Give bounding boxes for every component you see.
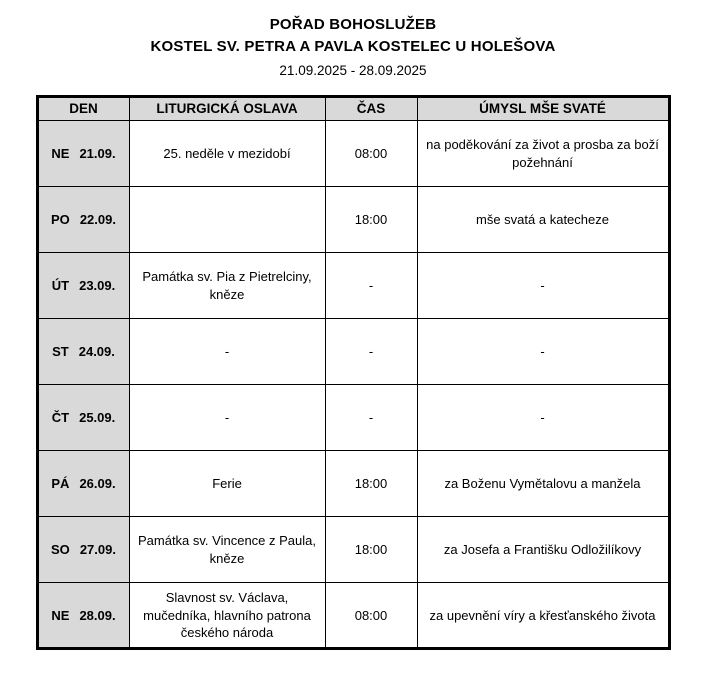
- celebration-cell: -: [129, 385, 325, 451]
- intention-cell: mše svatá a katecheze: [417, 187, 669, 253]
- time-cell: 18:00: [325, 451, 417, 517]
- table-row: [37, 583, 669, 649]
- table-row: [37, 517, 669, 583]
- day-cell: [37, 187, 129, 253]
- day-cell: [37, 319, 129, 385]
- church-name: KOSTEL SV. PETRA A PAVLA KOSTELEC U HOLEŠOVA: [150, 37, 556, 55]
- column-header-cas: ČAS: [325, 97, 417, 121]
- day-abbreviation: PÁ: [51, 476, 70, 491]
- table-row: [37, 121, 669, 187]
- celebration-cell: -: [129, 319, 325, 385]
- day-date: 26.09.: [79, 476, 116, 491]
- day-abbreviation: ST: [52, 344, 69, 359]
- header-row: [37, 97, 669, 121]
- time-cell: 18:00: [325, 517, 417, 583]
- schedule-table: [36, 95, 671, 650]
- day-date: 28.09.: [79, 607, 116, 623]
- day-abbreviation: NE: [51, 146, 70, 161]
- day-cell: [37, 121, 129, 187]
- day-date: 23.09.: [79, 278, 116, 293]
- day-abbreviation: ČT: [51, 410, 70, 425]
- day-cell: [37, 583, 129, 649]
- day-cell: [37, 253, 129, 319]
- day-abbreviation: SO: [51, 542, 70, 557]
- intention-cell: za upevnění víry a křesťanského života: [417, 583, 669, 649]
- time-cell: 18:00: [325, 187, 417, 253]
- day-date: 27.09.: [79, 542, 116, 557]
- table-row: [37, 385, 669, 451]
- time-cell: -: [325, 253, 417, 319]
- intention-cell: za Josefa a Františku Odložilíkovy: [417, 517, 669, 583]
- day-date: 25.09.: [79, 410, 116, 425]
- table-row: [37, 451, 669, 517]
- day-cell: [37, 517, 129, 583]
- celebration-cell: Slavnost sv. Václava, mučedníka, hlavního patrona českého národa: [129, 583, 325, 649]
- day-cell: [37, 385, 129, 451]
- celebration-cell: [129, 187, 325, 253]
- page-title: POŘAD BOHOSLUŽEB: [269, 16, 437, 33]
- day-date: 22.09.: [79, 212, 116, 227]
- intention-cell: -: [417, 253, 669, 319]
- day-date: 21.09.: [79, 146, 116, 161]
- day-cell: [37, 451, 129, 517]
- intention-cell: na poděkování za život a prosba za boží požehnání: [417, 121, 669, 187]
- table-row: [37, 253, 669, 319]
- celebration-cell: 25. neděle v mezidobí: [129, 121, 325, 187]
- day-abbreviation: ÚT: [51, 278, 70, 293]
- celebration-cell: Ferie: [129, 451, 325, 517]
- time-cell: -: [325, 385, 417, 451]
- intention-cell: -: [417, 385, 669, 451]
- table-row: [37, 319, 669, 385]
- column-header-umysl-mse-svate: ÚMYSL MŠE SVATÉ: [417, 97, 669, 121]
- time-cell: 08:00: [325, 583, 417, 649]
- intention-cell: za Boženu Vymětalovu a manžela: [417, 451, 669, 517]
- time-cell: -: [325, 319, 417, 385]
- celebration-cell: Památka sv. Vincence z Paula, kněze: [129, 517, 325, 583]
- day-abbreviation: PO: [51, 212, 70, 227]
- document-header: [0, 14, 706, 80]
- column-header-liturgicka-oslava: LITURGICKÁ OSLAVA: [129, 97, 325, 121]
- column-header-den: DEN: [37, 97, 129, 121]
- day-date: 24.09.: [78, 344, 115, 359]
- time-cell: 08:00: [325, 121, 417, 187]
- celebration-cell: Památka sv. Pia z Pietrelciny, kněze: [129, 253, 325, 319]
- table-row: [37, 187, 669, 253]
- day-abbreviation: NE: [51, 607, 70, 623]
- date-range: 21.09.2025 - 28.09.2025: [279, 62, 427, 78]
- intention-cell: -: [417, 319, 669, 385]
